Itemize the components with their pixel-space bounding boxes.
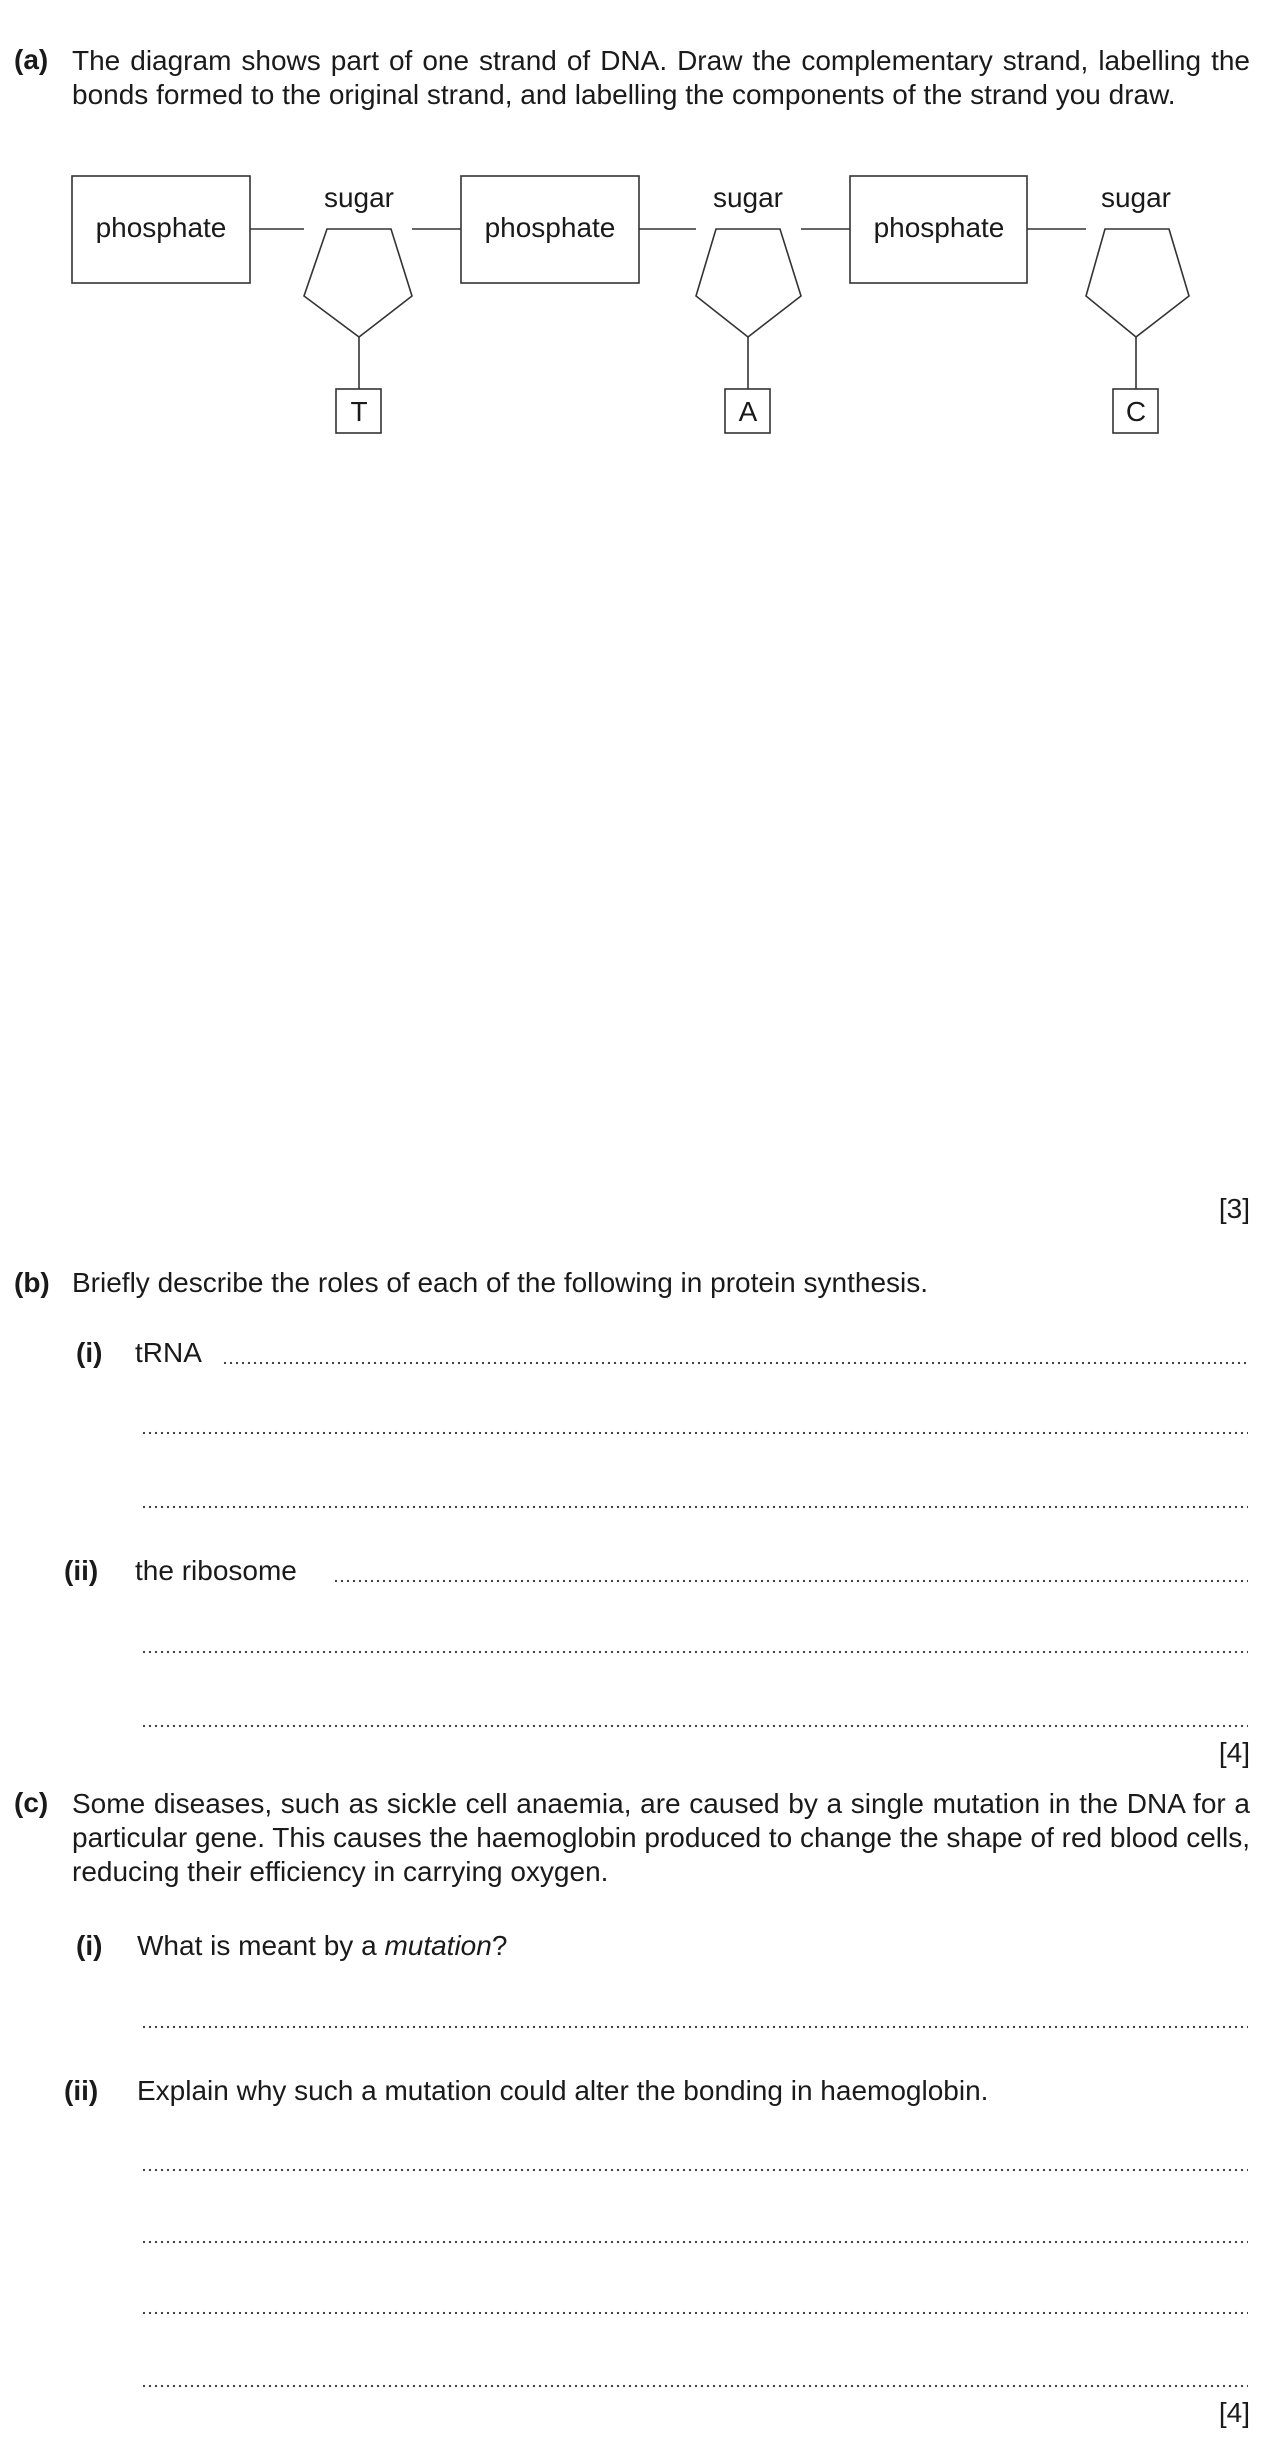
question-b-i-label: (i) [76,1337,103,1368]
answer-line[interactable] [141,2025,1248,2029]
answer-line[interactable] [222,1361,1248,1365]
base-label-t: T [350,396,368,427]
question-a-label: (a) [14,44,49,75]
question-a-text: The diagram shows part of one strand of DNA. Draw the complementary strand, labelling the bonds formed to the original strand, and labelling the components of the strand you draw. [72,45,1250,110]
sugar-label: sugar [712,182,784,213]
sugar-label: sugar [1100,182,1172,213]
base-label-a: A [738,396,758,427]
mutation-emphasis: mutation [384,1930,492,1961]
marks-b: [4] [1218,1737,1250,1768]
question-c-ii-label: (ii) [64,2075,99,2106]
question-c-label: (c) [14,1787,49,1818]
answer-line[interactable] [141,1505,1248,1509]
base-label-c: C [1125,396,1147,427]
sugar-pentagon [1086,229,1189,337]
question-b-ii-label: (ii) [64,1555,99,1586]
phosphate-label: phosphate [873,212,1005,243]
sugar-pentagon [696,229,801,337]
question-c-i-text: What is meant by a mutation? [137,1930,508,1961]
question-c-text: Some diseases, such as sickle cell anaemia, are caused by a single mutation in the DNA for a particular gene. This causes the haemoglobin produced to change the shape of red blood cells, reducing their efficiency in carrying oxygen. [72,1788,1250,1887]
answer-line[interactable] [141,1724,1248,1728]
sugar-pentagon [304,229,412,337]
answer-line[interactable] [141,2168,1248,2172]
answer-line[interactable] [333,1579,1248,1583]
answer-line[interactable] [141,2311,1248,2315]
sugar-label: sugar [323,182,395,213]
phosphate-label: phosphate [95,212,227,243]
answer-line[interactable] [141,2384,1248,2388]
answer-line[interactable] [141,2240,1248,2244]
question-c-i-label: (i) [76,1930,103,1961]
phosphate-label: phosphate [484,212,616,243]
question-b-i-text: tRNA [135,1337,202,1368]
question-c-ii-text: Explain why such a mutation could alter the bonding in haemoglobin. [137,2075,989,2106]
marks-a: [3] [1218,1193,1250,1224]
answer-line[interactable] [141,1650,1248,1654]
dna-strand-diagram [0,160,1262,450]
question-b-label: (b) [14,1267,50,1298]
question-b-ii-text: the ribosome [135,1555,297,1586]
marks-c: [4] [1218,2397,1250,2428]
question-b-text: Briefly describe the roles of each of the following in protein synthesis. [72,1267,929,1298]
answer-line[interactable] [141,1431,1248,1435]
